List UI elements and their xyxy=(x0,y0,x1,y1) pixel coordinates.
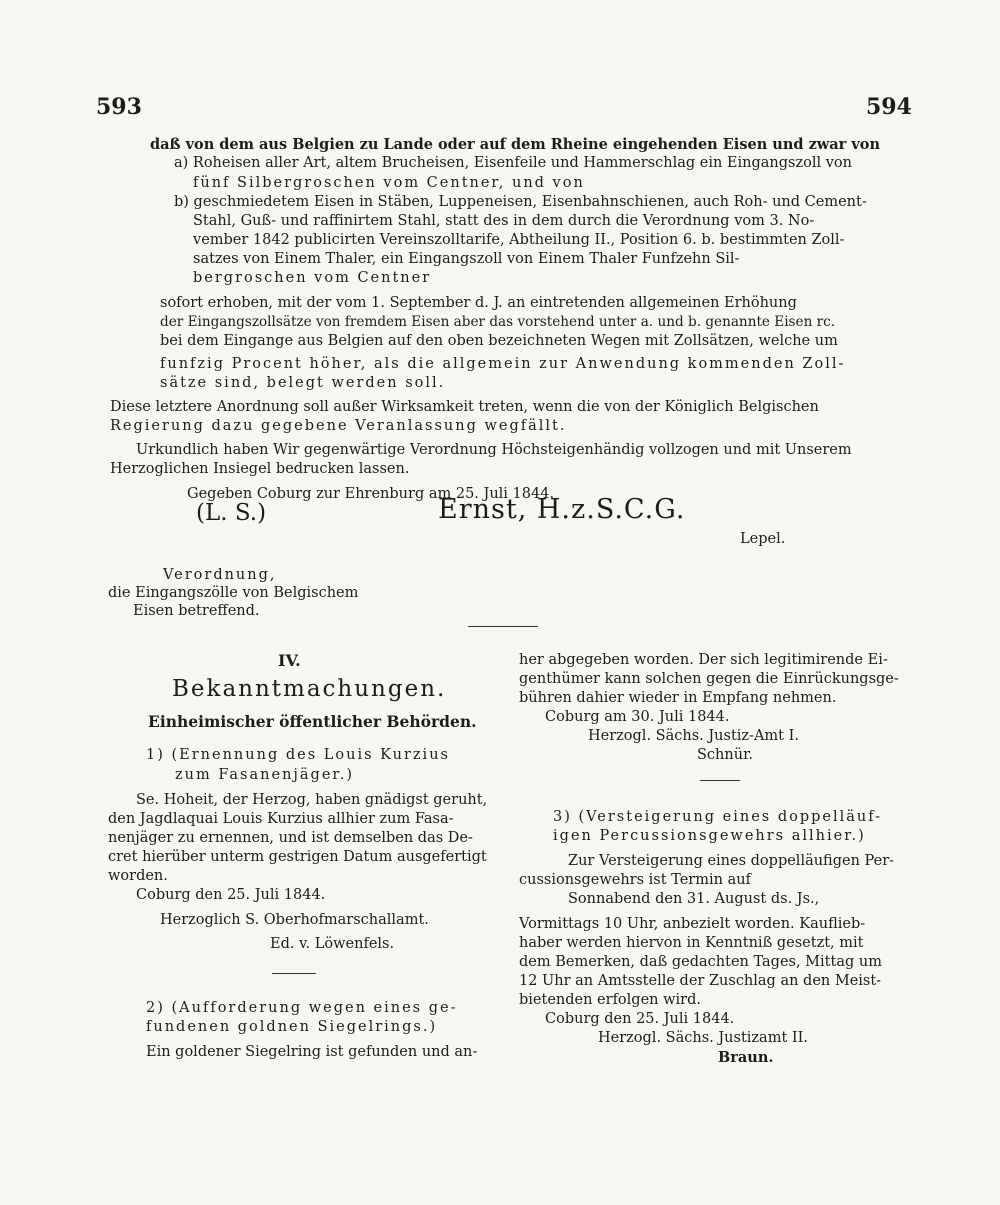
text-line: Regierung dazu gegebene Veranlassung wegfällt. xyxy=(110,418,567,434)
text-line: b) geschmiedetem Eisen in Stäben, Luppeneisen, Eisenbahnschienen, auch Roh- und Cement- xyxy=(174,194,867,210)
text-line: Coburg am 30. Juli 1844. xyxy=(545,709,730,725)
text-line: 12 Uhr an Amtsstelle der Zuschlag an den Meist- xyxy=(519,973,882,989)
text-line: Coburg den 25. Juli 1844. xyxy=(545,1011,735,1027)
text-line: funfzig Procent höher, als die allgemein zur Anwendung kommenden Zoll- xyxy=(160,356,846,372)
text-line: worden. xyxy=(108,868,168,884)
text-line: cussionsgewehrs ist Termin auf xyxy=(519,872,751,888)
ordinance-caption: Eisen betreffend. xyxy=(133,603,260,619)
text-line: Se. Hoheit, der Herzog, haben gnädigst geruht, xyxy=(136,792,488,808)
text-line: genthümer kann solchen gegen die Einrückungsge- xyxy=(519,671,899,687)
text-line: bietenden erfolgen wird. xyxy=(519,992,701,1008)
text-line: cret hierüber unterm gestrigen Datum ausgefertigt xyxy=(108,849,487,865)
text-line: bei dem Eingange aus Belgien auf den oben bezeichneten Wegen mit Zollsätzen, welche um xyxy=(160,333,838,349)
text-line: dem Bemerken, daß gedachten Tages, Mittag um xyxy=(519,954,882,970)
page-number-right: 594 xyxy=(866,94,912,120)
text-line: haber werden hiervon in Kenntniß gesetzt, mit xyxy=(519,935,864,951)
text-line: Stahl, Guß- und raffinirtem Stahl, statt des in dem durch die Verordnung vom 3. No- xyxy=(193,213,815,229)
text-line: Herzoglich S. Oberhofmarschallamt. xyxy=(160,912,429,928)
text-line: daß von dem aus Belgien zu Lande oder auf dem Rheine eingehenden Eisen und zwar von xyxy=(150,136,881,153)
notice-heading: zum Fasanenjäger.) xyxy=(175,767,355,783)
signature: Ernst, H.z.S.C.G. xyxy=(438,494,686,525)
text-line: bühren dahier wieder in Empfang nehmen. xyxy=(519,690,837,706)
page-number-left: 593 xyxy=(96,94,142,120)
divider xyxy=(700,780,740,781)
text-line: sofort erhoben, mit der vom 1. September d. J. an eintretenden allgemeinen Erhöhung xyxy=(160,295,797,311)
text-line: Gegeben Coburg zur Ehrenburg am 25. Juli 1844. xyxy=(187,486,555,502)
text-line: her abgegeben worden. Der sich legitimirende Ei- xyxy=(519,652,888,668)
section-subtitle: Einheimischer öffentlicher Behörden. xyxy=(148,712,477,731)
text-line: fünf Silbergroschen vom Centner, und von xyxy=(193,175,585,191)
countersignature: Lepel. xyxy=(740,531,786,547)
text-line: Urkundlich haben Wir gegenwärtige Verordnung Höchsteigenhändig vollzogen und mit Unserem xyxy=(136,442,852,458)
text-line: Coburg den 25. Juli 1844. xyxy=(136,887,326,903)
text-line: bergroschen vom Centner xyxy=(193,270,432,286)
text-line: den Jagdlaquai Louis Kurzius allhier zum Fasa- xyxy=(108,811,454,827)
text-line: Braun. xyxy=(718,1049,774,1066)
notice-heading: 2) (Aufforderung wegen eines ge- xyxy=(146,1000,458,1016)
section-number: IV. xyxy=(278,651,301,670)
text-line: nenjäger zu ernennen, und ist demselben das De- xyxy=(108,830,473,846)
ordinance-caption: die Eingangszölle von Belgischem xyxy=(108,585,359,601)
text-line: a) Roheisen aller Art, altem Brucheisen, Eisenfeile und Hammerschlag ein Eingangszoll von xyxy=(174,155,852,171)
notice-heading: 3) (Versteigerung eines doppelläuf- xyxy=(553,809,883,825)
section-title: Bekanntmachungen. xyxy=(172,676,447,702)
ordinance-caption: Verordnung, xyxy=(163,567,277,583)
text-line: Sonnabend den 31. August ds. Js., xyxy=(568,891,820,907)
text-line: Zur Versteigerung eines doppelläufigen Per- xyxy=(568,853,895,869)
text-line: Herzoglichen Insiegel bedrucken lassen. xyxy=(110,461,410,477)
text-line: sätze sind, belegt werden soll. xyxy=(160,375,446,391)
notice-heading: fundenen goldnen Siegelrings.) xyxy=(146,1019,438,1035)
text-line: Herzogl. Sächs. Justizamt II. xyxy=(598,1030,808,1046)
text-line: Herzogl. Sächs. Justiz-Amt I. xyxy=(588,728,799,744)
text-line: Schnür. xyxy=(697,747,754,763)
divider xyxy=(468,626,538,627)
text-line: Diese letztere Anordnung soll außer Wirksamkeit treten, wenn die von der Königlich Belgischen xyxy=(110,399,819,415)
seal-mark: (L. S.) xyxy=(196,500,267,526)
notice-heading: 1) (Ernennung des Louis Kurzius xyxy=(146,747,450,763)
divider xyxy=(272,973,316,974)
text-line: Vormittags 10 Uhr, anbezielt worden. Kauflieb- xyxy=(519,916,866,932)
text-line: der Eingangszollsätze von fremdem Eisen aber das vorstehend unter a. und b. genannte Eisen rc. xyxy=(160,314,836,330)
text-line: vember 1842 publicirten Vereinszolltarife, Abtheilung II., Position 6. b. bestimmten Zoll- xyxy=(193,232,845,248)
text-line: Ed. v. Löwenfels. xyxy=(270,936,395,952)
text-line: Ein goldener Siegelring ist gefunden und an- xyxy=(146,1044,478,1060)
notice-heading: igen Percussionsgewehrs allhier.) xyxy=(553,828,866,844)
text-line: satzes von Einem Thaler, ein Eingangszoll von Einem Thaler Funfzehn Sil- xyxy=(193,251,740,267)
